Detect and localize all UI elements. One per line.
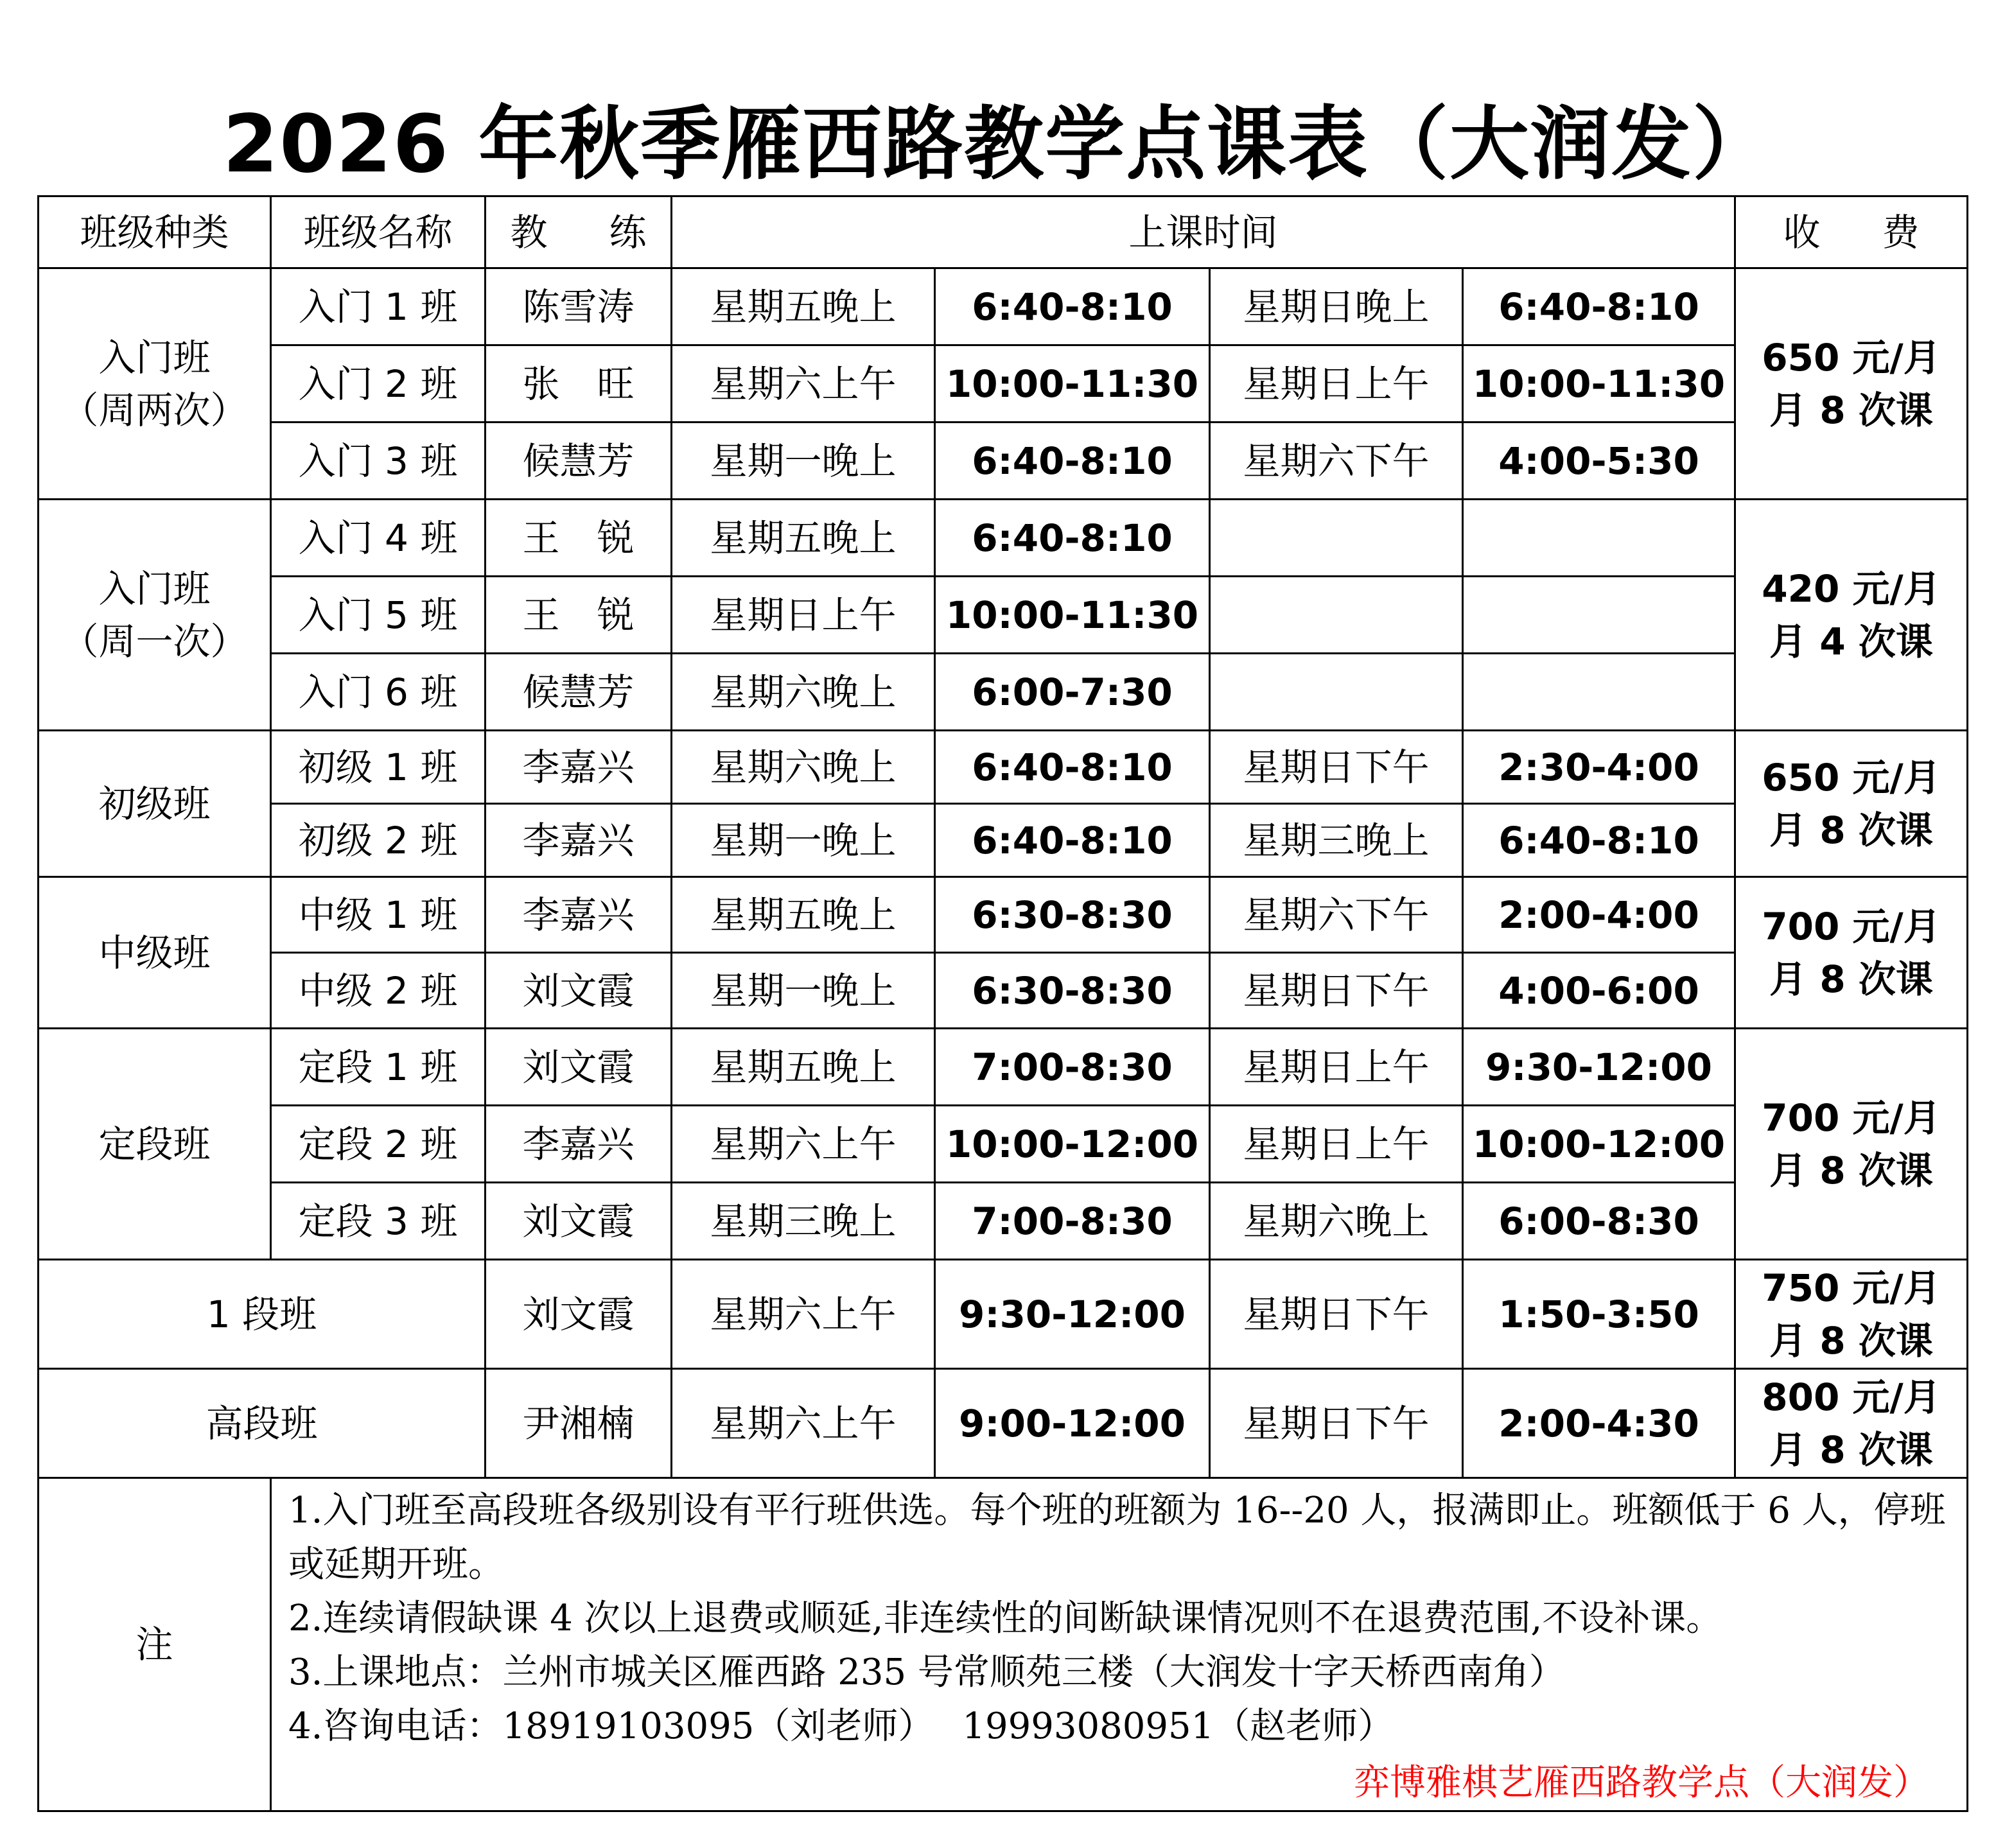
fee-line1: 700 元/月 <box>1762 904 1941 948</box>
time-2 <box>1463 500 1735 577</box>
header-coach-a: 教 <box>510 210 548 254</box>
day-1: 星期六上午 <box>672 1369 935 1478</box>
day-2: 星期日晚上 <box>1210 268 1463 345</box>
time-1: 6:40-8:10 <box>935 500 1210 577</box>
time-2: 10:00-12:00 <box>1463 1106 1735 1183</box>
class-name: 中级 2 班 <box>271 953 486 1029</box>
table-row <box>39 654 1968 731</box>
header-coach <box>486 196 672 268</box>
schedule-body <box>39 196 1968 1811</box>
time-1: 6:00-7:30 <box>935 654 1210 731</box>
day-1: 星期五晚上 <box>672 500 935 577</box>
day-1: 星期五晚上 <box>672 268 935 345</box>
coach-name: 李嘉兴 <box>486 1106 672 1183</box>
fee-cell <box>1735 877 1968 1029</box>
coach-name: 刘文霞 <box>486 953 672 1029</box>
time-2: 2:00-4:00 <box>1463 877 1735 953</box>
time-1: 7:00-8:30 <box>935 1029 1210 1106</box>
time-1: 7:00-8:30 <box>935 1183 1210 1260</box>
class-name: 中级 1 班 <box>271 877 486 953</box>
time-2: 9:30-12:00 <box>1463 1029 1735 1106</box>
notes-label: 注 <box>39 1478 271 1811</box>
table-row <box>39 1260 1968 1369</box>
header-category: 班级种类 <box>39 196 271 268</box>
table-row <box>39 1106 1968 1183</box>
note-item: 2.连续请假缺课 4 次以上退费或顺延,非连续性的间断缺课情况则不在退费范围,不设补课。 <box>288 1598 1722 1639</box>
coach-name: 候慧芳 <box>486 423 672 500</box>
contact-phone-2: 19993080951（赵老师） <box>962 1705 1394 1747</box>
coach-name: 刘文霞 <box>486 1183 672 1260</box>
category-line1: 中级班 <box>98 930 211 975</box>
contact-phone-1: 18919103095（刘老师） <box>502 1705 934 1747</box>
class-category <box>39 1029 271 1260</box>
day-2: 星期六下午 <box>1210 877 1463 953</box>
day-1: 星期六上午 <box>672 345 935 423</box>
time-2: 10:00-11:30 <box>1463 345 1735 423</box>
day-2 <box>1210 654 1463 731</box>
fee-line1: 700 元/月 <box>1762 1095 1941 1140</box>
note-item: 1.入门班至高段班各级别设有平行班供选。每个班的班额为 16--20 人，报满即止。班额低于 6 人，停班或延期开班。 <box>288 1490 1946 1585</box>
table-row <box>39 804 1968 877</box>
time-1: 6:40-8:10 <box>935 423 1210 500</box>
category-line1: 定段班 <box>98 1122 211 1166</box>
fee-cell <box>1735 268 1968 500</box>
category-line2: （周两次） <box>61 388 248 432</box>
header-fee-a: 收 <box>1783 210 1821 254</box>
day-1: 星期一晚上 <box>672 423 935 500</box>
contact-label: 4.咨询电话： <box>288 1705 503 1747</box>
coach-name: 刘文霞 <box>486 1260 672 1369</box>
category-line1: 入门班 <box>98 335 211 379</box>
day-2: 星期日下午 <box>1210 731 1463 804</box>
category-line1: 初级班 <box>98 781 211 826</box>
day-1: 星期一晚上 <box>672 804 935 877</box>
table-row <box>39 1369 1968 1478</box>
class-name: 入门 4 班 <box>271 500 486 577</box>
class-category <box>39 731 271 877</box>
time-2: 2:00-4:30 <box>1463 1369 1735 1478</box>
coach-name: 李嘉兴 <box>486 804 672 877</box>
notes-content <box>271 1478 1968 1811</box>
day-1: 星期三晚上 <box>672 1183 935 1260</box>
table-row <box>39 1029 1968 1106</box>
coach-name: 候慧芳 <box>486 654 672 731</box>
day-2: 星期日下午 <box>1210 953 1463 1029</box>
time-2: 4:00-5:30 <box>1463 423 1735 500</box>
time-1: 6:30-8:30 <box>935 877 1210 953</box>
time-1: 10:00-12:00 <box>935 1106 1210 1183</box>
time-2: 6:00-8:30 <box>1463 1183 1735 1260</box>
fee-line2: 月 8 次课 <box>1769 1318 1933 1363</box>
class-name: 入门 3 班 <box>271 423 486 500</box>
header-fee <box>1735 196 1968 268</box>
class-name: 入门 1 班 <box>271 268 486 345</box>
fee-line1: 800 元/月 <box>1762 1375 1941 1419</box>
day-1: 星期日上午 <box>672 577 935 654</box>
table-row <box>39 345 1968 423</box>
day-2: 星期六晚上 <box>1210 1183 1463 1260</box>
class-category <box>39 500 271 731</box>
fee-cell <box>1735 1369 1968 1478</box>
class-name: 定段 1 班 <box>271 1029 486 1106</box>
time-2: 2:30-4:00 <box>1463 731 1735 804</box>
day-1: 星期六晚上 <box>672 731 935 804</box>
schedule-table <box>37 195 1968 1812</box>
day-1: 星期六上午 <box>672 1260 935 1369</box>
day-2: 星期日上午 <box>1210 1106 1463 1183</box>
time-1: 10:00-11:30 <box>935 345 1210 423</box>
category-line1: 入门班 <box>98 566 211 611</box>
coach-name: 李嘉兴 <box>486 731 672 804</box>
table-row <box>39 731 1968 804</box>
day-1: 星期五晚上 <box>672 877 935 953</box>
table-row <box>39 1183 1968 1260</box>
time-2: 4:00-6:00 <box>1463 953 1735 1029</box>
fee-line1: 420 元/月 <box>1762 566 1941 611</box>
time-2: 6:40-8:10 <box>1463 804 1735 877</box>
class-name: 入门 5 班 <box>271 577 486 654</box>
table-row <box>39 877 1968 953</box>
class-name: 入门 2 班 <box>271 345 486 423</box>
coach-name: 李嘉兴 <box>486 877 672 953</box>
header-row <box>39 196 1968 268</box>
fee-cell <box>1735 731 1968 877</box>
fee-line2: 月 8 次课 <box>1769 808 1933 852</box>
page-title: 2026 年秋季雁西路教学点课表（大润发） <box>222 98 1774 191</box>
fee-line1: 650 元/月 <box>1762 335 1941 379</box>
signature: 弈博雅棋艺雁西路教学点（大润发） <box>1354 1762 1930 1804</box>
table-row <box>39 953 1968 1029</box>
time-1: 9:00-12:00 <box>935 1369 1210 1478</box>
coach-name: 王 锐 <box>486 577 672 654</box>
class-name: 初级 1 班 <box>271 731 486 804</box>
time-2 <box>1463 654 1735 731</box>
day-2: 星期三晚上 <box>1210 804 1463 877</box>
day-2: 星期日下午 <box>1210 1369 1463 1478</box>
class-category: 1 段班 <box>39 1260 486 1369</box>
class-name: 初级 2 班 <box>271 804 486 877</box>
day-2 <box>1210 500 1463 577</box>
fee-line2: 月 8 次课 <box>1769 388 1933 432</box>
coach-name: 尹湘楠 <box>486 1369 672 1478</box>
day-2: 星期日上午 <box>1210 345 1463 423</box>
time-1: 9:30-12:00 <box>935 1260 1210 1369</box>
time-1: 6:40-8:10 <box>935 804 1210 877</box>
class-category <box>39 268 271 500</box>
time-1: 10:00-11:30 <box>935 577 1210 654</box>
fee-line2: 月 4 次课 <box>1769 619 1933 663</box>
day-1: 星期六晚上 <box>672 654 935 731</box>
fee-cell <box>1735 1260 1968 1369</box>
header-fee-b: 费 <box>1882 210 1920 254</box>
coach-name: 张 旺 <box>486 345 672 423</box>
class-name: 入门 6 班 <box>271 654 486 731</box>
time-1: 6:30-8:30 <box>935 953 1210 1029</box>
time-1: 6:40-8:10 <box>935 731 1210 804</box>
fee-line2: 月 8 次课 <box>1769 957 1933 1001</box>
time-2: 1:50-3:50 <box>1463 1260 1735 1369</box>
fee-line2: 月 8 次课 <box>1769 1427 1933 1472</box>
day-2: 星期六下午 <box>1210 423 1463 500</box>
day-2: 星期日下午 <box>1210 1260 1463 1369</box>
category-line2: （周一次） <box>61 619 248 663</box>
time-2 <box>1463 577 1735 654</box>
fee-cell <box>1735 1029 1968 1260</box>
coach-name: 陈雪涛 <box>486 268 672 345</box>
header-coach-b: 练 <box>609 210 647 254</box>
note-item: 3.上课地点：兰州市城关区雁西路 235 号常顺苑三楼（大润发十字天桥西南角） <box>288 1652 1565 1693</box>
time-1: 6:40-8:10 <box>935 268 1210 345</box>
class-name: 定段 2 班 <box>271 1106 486 1183</box>
class-category: 高段班 <box>39 1369 486 1478</box>
notes-row <box>39 1478 1968 1811</box>
day-2: 星期日上午 <box>1210 1029 1463 1106</box>
coach-name: 王 锐 <box>486 500 672 577</box>
table-row <box>39 500 1968 577</box>
fee-line1: 650 元/月 <box>1762 755 1941 799</box>
header-class-name: 班级名称 <box>271 196 486 268</box>
fee-line1: 750 元/月 <box>1762 1266 1941 1310</box>
day-1: 星期一晚上 <box>672 953 935 1029</box>
day-1: 星期五晚上 <box>672 1029 935 1106</box>
day-2 <box>1210 577 1463 654</box>
table-row <box>39 423 1968 500</box>
day-1: 星期六上午 <box>672 1106 935 1183</box>
fee-cell <box>1735 500 1968 731</box>
header-time: 上课时间 <box>672 196 1735 268</box>
table-row <box>39 268 1968 345</box>
time-2: 6:40-8:10 <box>1463 268 1735 345</box>
note-contact <box>288 1700 1948 1754</box>
fee-line2: 月 8 次课 <box>1769 1148 1933 1192</box>
class-name: 定段 3 班 <box>271 1183 486 1260</box>
coach-name: 刘文霞 <box>486 1029 672 1106</box>
table-row <box>39 577 1968 654</box>
class-category <box>39 877 271 1029</box>
